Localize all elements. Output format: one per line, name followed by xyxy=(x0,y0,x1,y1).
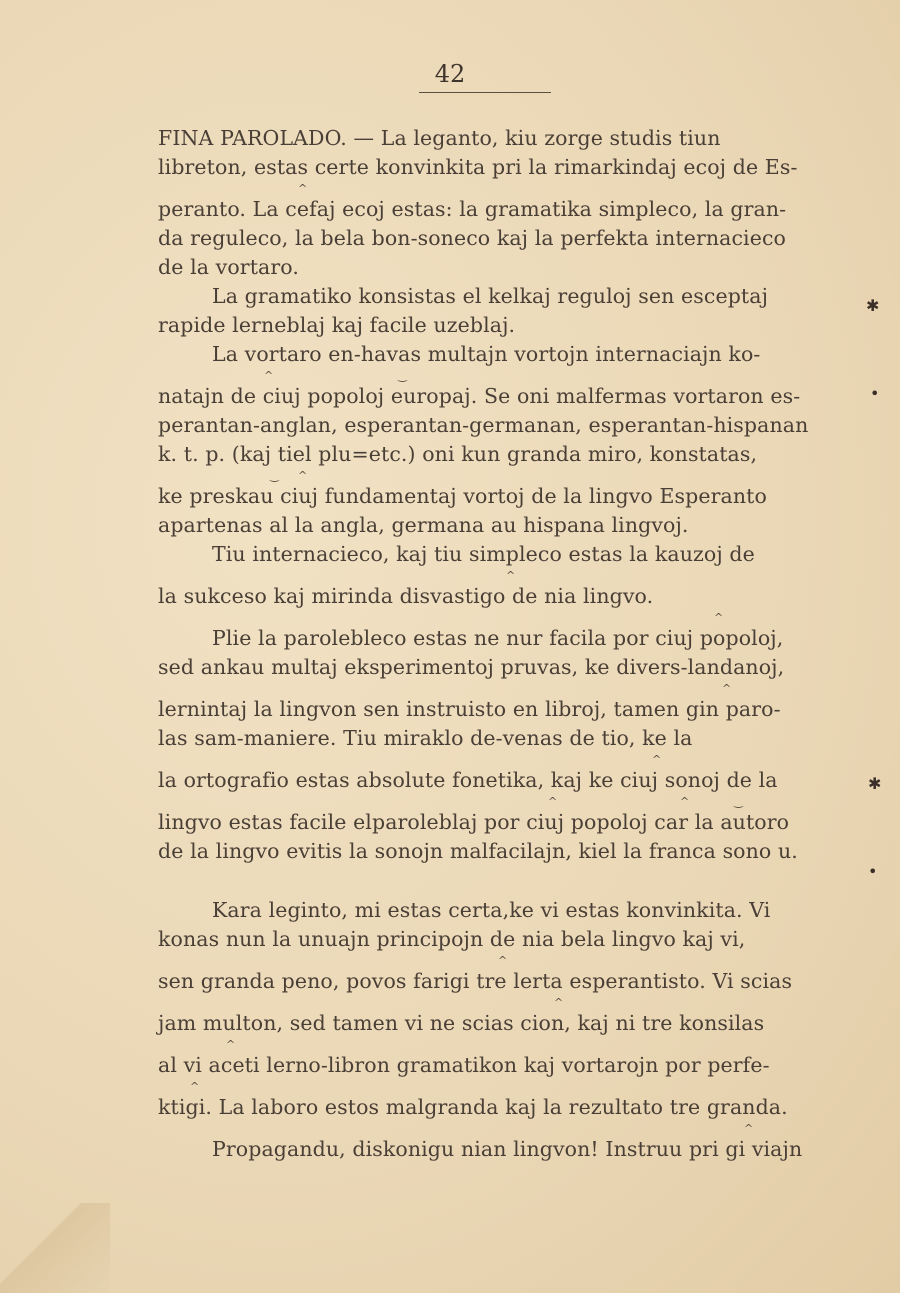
text-line: libreton, estas certe konvinkita pri la rimarkindaj ecoj de Es- xyxy=(158,155,798,179)
text-line: La vortaro en-havas multajn vortojn internaciajn ko- xyxy=(212,342,761,366)
page-number-rule xyxy=(419,92,551,93)
page-corner-fold xyxy=(0,1203,110,1293)
margin-mark: • xyxy=(870,384,880,403)
text-line: de la lingvo evitis la sonojn malfacilajn, kiel la franca sono u. xyxy=(158,839,798,863)
margin-mark: ✱ xyxy=(868,774,882,793)
text-line: la sukceso kaj mirinda disvastigo de nia lingvo. xyxy=(158,584,654,608)
text-line: Kara leginto, mi estas certa,ke vi estas konvinkita. Vi xyxy=(212,898,771,922)
accent-row: ‿ ^ xyxy=(270,469,308,482)
accent-row: ^ ^ ‿ xyxy=(548,795,743,808)
text-line: La gramatiko konsistas el kelkaj reguloj sen esceptaj xyxy=(212,284,769,308)
accent-row: ^ xyxy=(498,954,508,967)
accent-row: ^ xyxy=(298,182,308,195)
page-number: 42 xyxy=(434,60,466,88)
text-line: rapide lerneblaj kaj facile uzeblaj. xyxy=(158,313,516,337)
text-line: sed ankau multaj eksperimentoj pruvas, ke divers-landanoj, xyxy=(158,655,785,679)
accent-row: ^ xyxy=(226,1038,236,1051)
accent-row: ^ xyxy=(554,996,564,1009)
accent-row: ^ xyxy=(652,753,662,766)
text-line: al vi aceti lerno-libron gramatikon kaj vortarojn por perfe- xyxy=(158,1053,770,1077)
text-line: Plie la parolebleco estas ne nur facila por ciuj popoloj, xyxy=(212,626,784,650)
text-line: konas nun la unuajn principojn de nia bela lingvo kaj vi, xyxy=(158,927,746,951)
text-line: la ortografio estas absolute fonetika, kaj ke ciuj sonoj de la xyxy=(158,768,778,792)
accent-row: ^ ‿ xyxy=(264,369,407,382)
text-line: Propagandu, diskonigu nian lingvon! Instruu pri gi viajn xyxy=(212,1137,803,1161)
text-line: Tiu internacieco, kaj tiu simpleco estas la kauzoj de xyxy=(212,542,755,566)
accent-row: ^ xyxy=(506,569,516,582)
text-line: sen granda peno, povos farigi tre lerta esperantisto. Vi scias xyxy=(158,969,793,993)
text-line: de la vortaro. xyxy=(158,255,299,279)
text-line: apartenas al la angla, germana au hispana lingvoj. xyxy=(158,513,689,537)
accent-row: ^ xyxy=(190,1080,200,1093)
text-line: natajn de ciuj popoloj europaj. Se oni malfermas vortaron es- xyxy=(158,384,801,408)
text-line: las sam-maniere. Tiu miraklo de-venas de tio, ke la xyxy=(158,726,693,750)
margin-mark: ✱ xyxy=(866,296,880,315)
accent-row: ^ xyxy=(744,1122,754,1135)
text-line: da reguleco, la bela bon-soneco kaj la perfekta internacieco xyxy=(158,226,786,250)
text-line: lingvo estas facile elparoleblaj por ciuj popoloj car la autoro xyxy=(158,810,790,834)
margin-mark: • xyxy=(868,862,878,881)
text-line: k. t. p. (kaj tiel plu=etc.) oni kun granda miro, konstatas, xyxy=(158,442,758,466)
text-line: ktigi. La laboro estos malgranda kaj la rezultato tre granda. xyxy=(158,1095,788,1119)
text-line: lernintaj la lingvon sen instruisto en libroj, tamen gin paro- xyxy=(158,697,781,721)
text-line: peranto. La cefaj ecoj estas: la gramatika simpleco, la gran- xyxy=(158,197,787,221)
text-line: perantan-anglan, esperantan-germanan, esperantan-hispanan xyxy=(158,413,809,437)
text-line: ke preskau ciuj fundamentaj vortoj de la lingvo Esperanto xyxy=(158,484,767,508)
accent-row: ^ xyxy=(714,611,724,624)
text-line: FINA PAROLADO. — La leganto, kiu zorge studis tiun xyxy=(158,126,721,150)
body-text xyxy=(158,124,816,1164)
accent-row: ^ xyxy=(722,682,732,695)
text-line: jam multon, sed tamen vi ne scias cion, kaj ni tre konsilas xyxy=(158,1011,765,1035)
